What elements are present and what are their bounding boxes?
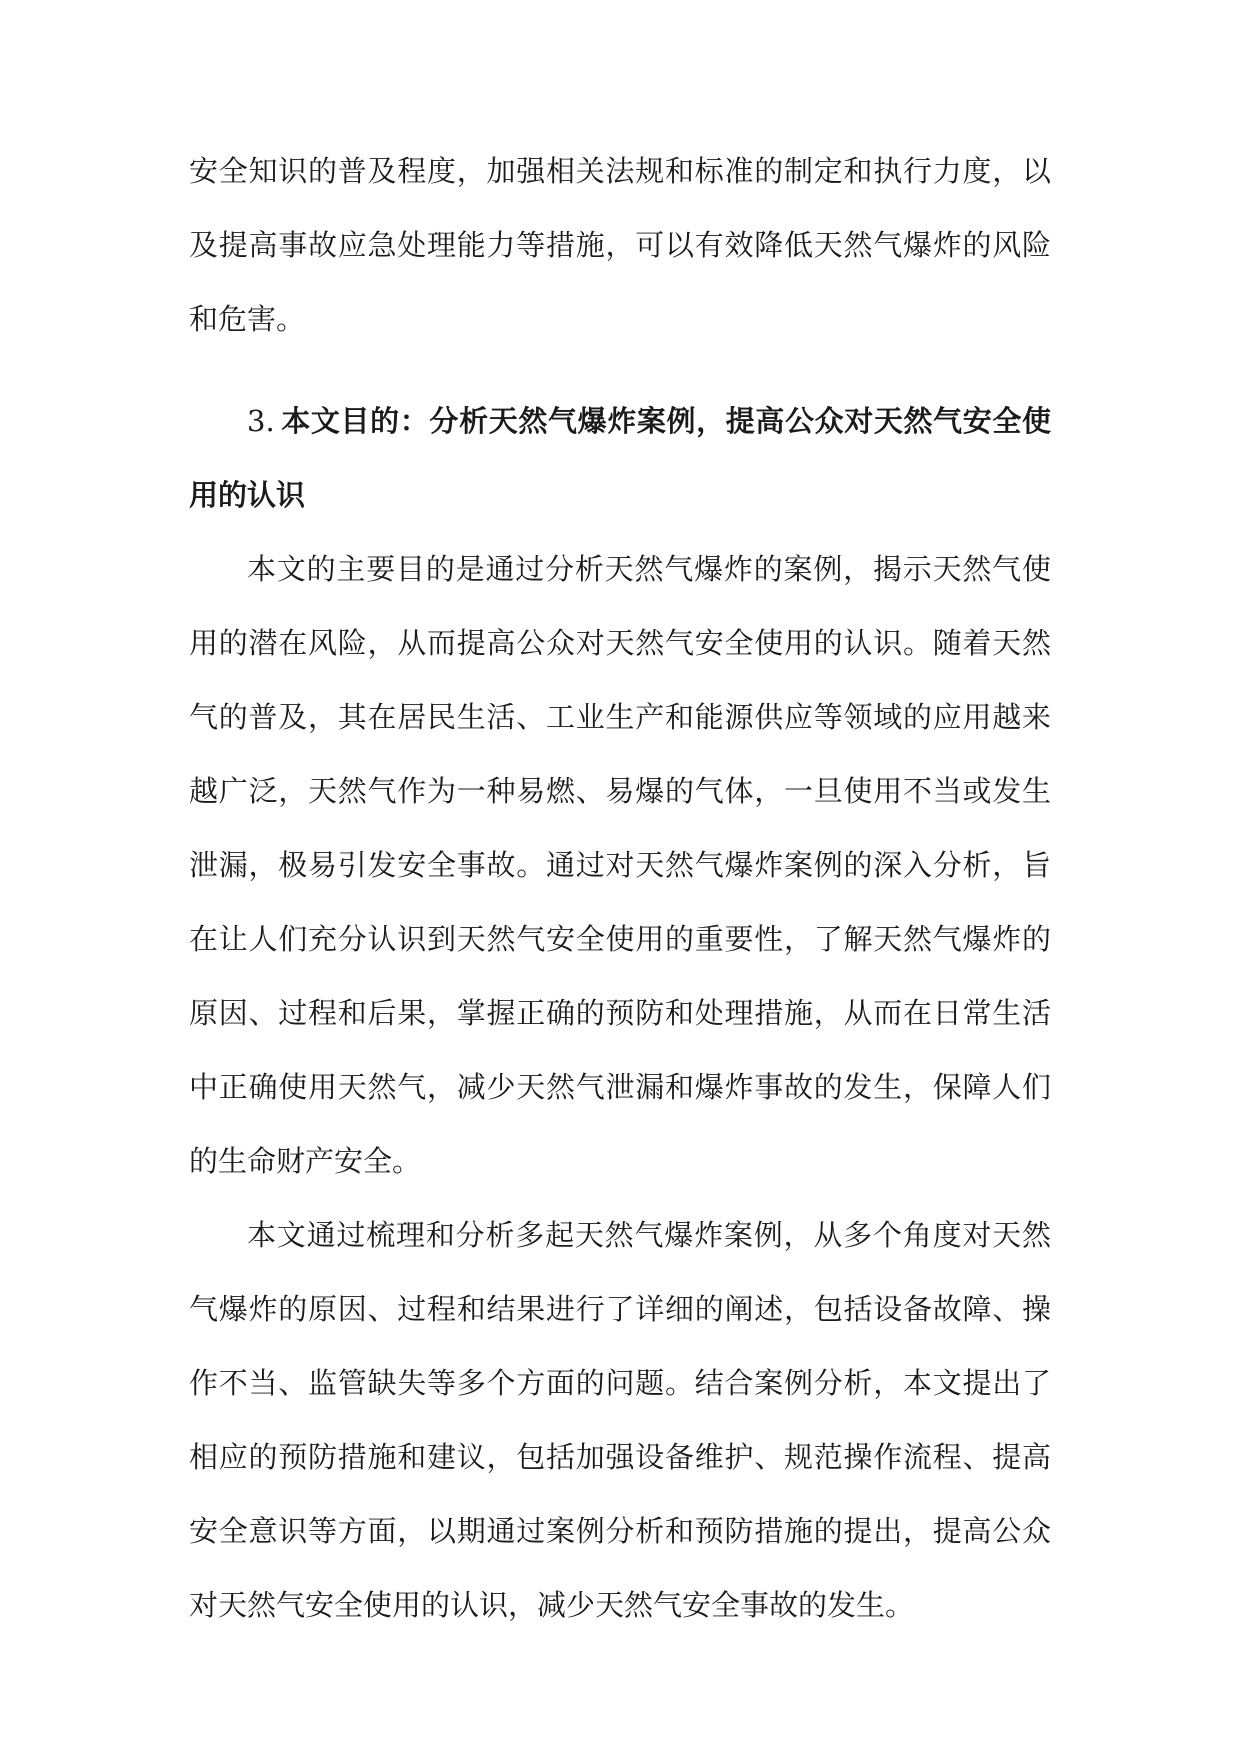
- body-paragraph-2: 本文通过梳理和分析多起天然气爆炸案例，从多个角度对天然气爆炸的原因、过程和结果进行了详细的阐述，包括设备故障、操作不当、监管缺失等多个方面的问题。结合案例分析，本文提出了相应的预防措施和建议，包括加强设备维护、规范操作流程、提高安全意识等方面，以期通过案例分析和预防措施的提出，提高公众对天然气安全使用的认识，减少天然气安全事故的发生。: [189, 1218, 1051, 1622]
- section-heading: [189, 384, 1051, 532]
- body-paragraph-1: 本文的主要目的是通过分析天然气爆炸的案例，揭示天然气使用的潜在风险，从而提高公众对天然气安全使用的认识。随着天然气的普及，其在居民生活、工业生产和能源供应等领域的应用越来越广泛，天然气作为一种易燃、易爆的气体，一旦使用不当或发生泄漏，极易引发安全事故。通过对天然气爆炸案例的深入分析，旨在让人们充分认识到天然气安全使用的重要性，了解天然气爆炸的原因、过程和后果，掌握正确的预防和处理措施，从而在日常生活中正确使用天然气，减少天然气泄漏和爆炸事故的发生，保障人们的生命财产安全。: [189, 552, 1051, 1178]
- continued-paragraph: 安全知识的普及程度，加强相关法规和标准的制定和执行力度，以及提高事故应急处理能力等措施，可以有效降低天然气爆炸的风险和危害。: [189, 154, 1051, 336]
- section-title: 本文目的：分析天然气爆炸案例，提高公众对天然气安全使用的认识: [189, 404, 1051, 512]
- document-body: [189, 134, 1051, 1642]
- section-number: 3.: [247, 404, 275, 438]
